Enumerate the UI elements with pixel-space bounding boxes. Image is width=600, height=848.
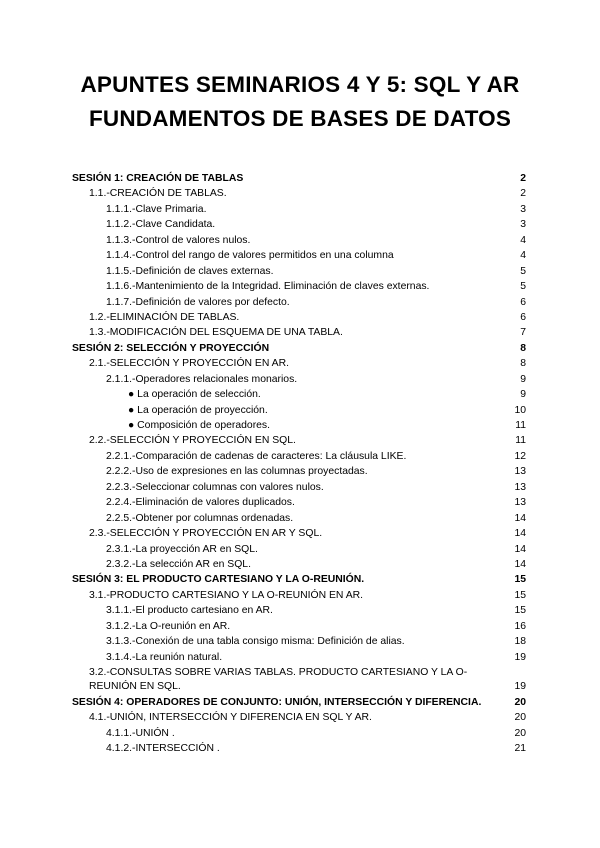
- toc-entry-title: SESIÓN 3: EL PRODUCTO CARTESIANO Y LA O-REUNIÓN.: [72, 574, 365, 586]
- toc-page-number: 6: [520, 311, 526, 323]
- toc-entry-title: 1.2.-ELIMINACIÓN DE TABLAS.: [89, 311, 240, 323]
- toc-page-number: 15: [514, 589, 526, 601]
- toc-page-number: 5: [520, 265, 526, 277]
- toc-entry[interactable]: [72, 634, 526, 649]
- toc-entry[interactable]: [72, 264, 526, 279]
- toc-entry[interactable]: [72, 418, 526, 433]
- toc-entry[interactable]: [72, 279, 526, 294]
- toc-page-number: 3: [520, 203, 526, 215]
- toc-page-number: 10: [514, 404, 526, 416]
- toc-entry[interactable]: [72, 495, 526, 510]
- toc-page-number: 16: [514, 620, 526, 632]
- toc-page-number: 13: [514, 481, 526, 493]
- toc-page-number: 6: [520, 296, 526, 308]
- toc-entry-title: 1.1.1.-Clave Primaria.: [106, 203, 207, 215]
- toc-entry[interactable]: [72, 217, 526, 232]
- toc-entry-title: 2.2.3.-Seleccionar columnas con valores nulos.: [106, 481, 324, 493]
- toc-entry[interactable]: [72, 356, 526, 371]
- toc-page-number: 14: [514, 558, 526, 570]
- toc-page-number: 4: [520, 234, 526, 246]
- toc-entry-title: ● Composición de operadores.: [128, 420, 271, 431]
- toc-entry[interactable]: [72, 233, 526, 248]
- toc-entry[interactable]: [72, 542, 526, 557]
- toc-page-number: 4: [520, 250, 526, 262]
- toc-entry[interactable]: [72, 433, 526, 448]
- toc-entry[interactable]: [72, 325, 526, 340]
- toc-page-number: 14: [514, 528, 526, 540]
- toc-entry[interactable]: [72, 295, 526, 310]
- toc-entry[interactable]: [72, 310, 526, 325]
- toc-entry-title: 1.1.5.-Definición de claves externas.: [106, 265, 274, 277]
- toc-page-number: 11: [515, 435, 526, 447]
- toc-entry[interactable]: [72, 741, 526, 756]
- toc-entry-title: 1.3.-MODIFICACIÓN DEL ESQUEMA DE UNA TABLA.: [89, 327, 343, 339]
- toc-entry-title: 1.1.-CREACIÓN DE TABLAS.: [89, 188, 227, 200]
- toc-page-number: 11: [515, 420, 526, 431]
- toc-entry-title: 1.1.3.-Control de valores nulos.: [106, 234, 251, 246]
- toc-entry[interactable]: [72, 186, 526, 201]
- toc-entry-title: 4.1.2.-INTERSECCIÓN .: [106, 743, 220, 755]
- toc-page-number: 2: [520, 188, 526, 200]
- toc-entry-title: ● La operación de proyección.: [128, 404, 268, 416]
- toc-entry[interactable]: [72, 588, 526, 603]
- toc-entry-title: 2.2.1.-Comparación de cadenas de caracteres: La cláusula LIKE.: [106, 450, 407, 462]
- toc-page-number: 14: [514, 543, 526, 555]
- toc-entry-title: 2.2.-SELECCIÓN Y PROYECCIÓN EN SQL.: [89, 435, 296, 447]
- toc-entry-title: 2.2.5.-Obtener por columnas ordenadas.: [106, 512, 294, 524]
- toc-entry[interactable]: [72, 403, 526, 418]
- toc-page-number: 5: [520, 281, 526, 293]
- toc-page-number: 15: [514, 605, 526, 617]
- toc-page-number: 13: [514, 497, 526, 509]
- toc-entry-title: 3.1.1.-El producto cartesiano en AR.: [106, 605, 273, 617]
- toc-entry-title: 2.2.2.-Uso de expresiones en las columnas proyectadas.: [106, 466, 368, 478]
- toc-entry[interactable]: [72, 526, 526, 541]
- toc-page-number: 20: [514, 712, 526, 724]
- toc-entry[interactable]: [72, 557, 526, 572]
- toc-entry[interactable]: [72, 511, 526, 526]
- toc-entry-title: SESIÓN 2: SELECCIÓN Y PROYECCIÓN: [72, 342, 270, 354]
- toc-page-number: 8: [520, 358, 526, 370]
- toc-entry-title: 2.3.-SELECCIÓN Y PROYECCIÓN EN AR Y SQL.: [89, 528, 323, 540]
- toc-entry[interactable]: [72, 726, 526, 741]
- toc-page-number: 9: [520, 389, 526, 401]
- toc-entry[interactable]: [72, 372, 526, 387]
- toc-entry[interactable]: [72, 387, 526, 402]
- toc-entry-title: 4.1.-UNIÓN, INTERSECCIÓN Y DIFERENCIA EN SQL Y AR.: [89, 712, 372, 724]
- toc-page-number: 9: [520, 373, 526, 385]
- table-of-contents: [72, 171, 526, 757]
- toc-page-number: 18: [514, 636, 526, 648]
- toc-entry-title: 3.2.-CONSULTAS SOBRE VARIAS TABLAS. PRODUCTO CARTESIANO Y LA O-REUNIÓN EN SQL.: [89, 667, 468, 692]
- toc-entry-title: 1.1.6.-Mantenimiento de la Integridad. Eliminación de claves externas.: [106, 281, 430, 293]
- toc-entry[interactable]: [72, 480, 526, 495]
- toc-page-number: 2: [520, 173, 526, 184]
- toc-entry-title: SESIÓN 1: CREACIÓN DE TABLAS: [72, 173, 244, 184]
- toc-page-number: 20: [514, 727, 526, 739]
- toc-entry[interactable]: [72, 202, 526, 217]
- toc-entry[interactable]: [72, 603, 526, 618]
- toc-page-number: 12: [514, 450, 526, 462]
- toc-entry-title: ● La operación de selección.: [128, 389, 261, 401]
- toc-page-number: 14: [514, 512, 526, 524]
- toc-entry-title: 3.1.2.-La O-reunión en AR.: [106, 620, 231, 632]
- toc-page-number: 7: [520, 327, 526, 339]
- toc-entry[interactable]: [72, 665, 526, 695]
- toc-entry-title: 2.1.-SELECCIÓN Y PROYECCIÓN EN AR.: [89, 358, 289, 370]
- toc-section-entry[interactable]: [72, 341, 526, 356]
- toc-section-entry[interactable]: [72, 572, 526, 587]
- toc-entry-title: 1.1.4.-Control del rango de valores permitidos en una columna: [106, 250, 394, 262]
- toc-page-number: 8: [520, 342, 526, 354]
- toc-page-number: 19: [514, 651, 526, 663]
- toc-entry-title: SESIÓN 4: OPERADORES DE CONJUNTO: UNIÓN, INTERSECCIÓN Y DIFERENCIA.: [72, 697, 482, 708]
- toc-entry[interactable]: [72, 464, 526, 479]
- toc-entry-title: 2.3.2.-La selección AR en SQL.: [106, 558, 251, 570]
- document-title-line-1: APUNTES SEMINARIOS 4 Y 5: SQL Y AR: [80, 72, 520, 97]
- toc-entry-title: 1.1.7.-Definición de valores por defecto.: [106, 296, 290, 308]
- toc-entry-title: 2.2.4.-Eliminación de valores duplicados.: [106, 497, 295, 509]
- toc-entry-title: 3.1.-PRODUCTO CARTESIANO Y LA O-REUNIÓN EN AR.: [89, 589, 364, 601]
- toc-page-number: 19: [514, 681, 526, 692]
- toc-entry-title: 3.1.3.-Conexión de una tabla consigo misma: Definición de alias.: [106, 636, 405, 648]
- toc-page-number: 21: [514, 743, 526, 755]
- toc-entry-title: 1.1.2.-Clave Candidata.: [106, 219, 216, 231]
- toc-entry-title: 3.1.4.-La reunión natural.: [106, 651, 223, 663]
- toc-page-number: 15: [514, 574, 526, 586]
- toc-page-number: 20: [514, 697, 526, 708]
- toc-page-number: 3: [520, 219, 526, 231]
- toc-entry[interactable]: [72, 248, 526, 263]
- toc-section-entry[interactable]: [72, 695, 526, 710]
- toc-section-entry[interactable]: [72, 171, 526, 186]
- toc-entry-title: 2.3.1.-La proyección AR en SQL.: [106, 543, 258, 555]
- toc-entry[interactable]: [72, 650, 526, 665]
- toc-entry-title: 2.1.1.-Operadores relacionales monarios.: [106, 373, 298, 385]
- toc-page-number: 13: [514, 466, 526, 478]
- toc-entry[interactable]: [72, 619, 526, 634]
- toc-entry[interactable]: [72, 449, 526, 464]
- toc-entry-title: 4.1.1.-UNIÓN .: [106, 727, 175, 739]
- toc-entry[interactable]: [72, 710, 526, 725]
- document-title-line-2: FUNDAMENTOS DE BASES DE DATOS: [88, 106, 512, 131]
